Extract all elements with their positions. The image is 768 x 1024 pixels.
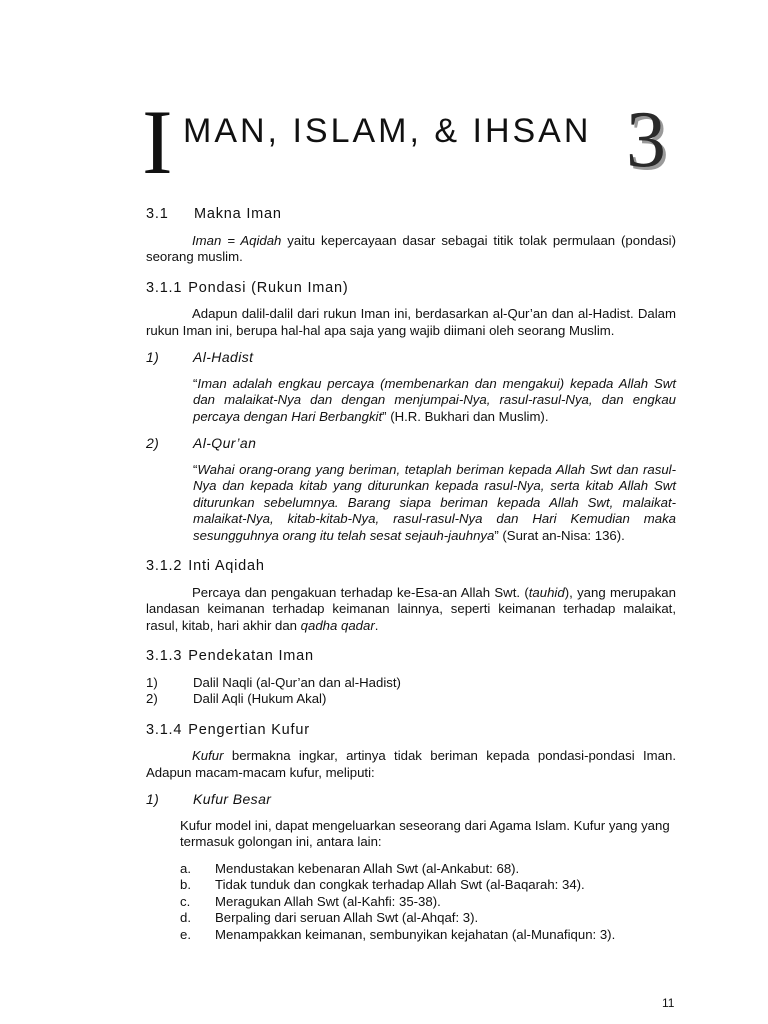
section-heading-3-1-4 (146, 722, 676, 739)
section-heading-3-1-2 (146, 558, 676, 575)
paragraph-pondasi: Adapun dalil-dalil dari rukun Iman ini, berdasarkan al-Qur’an dan al-Hadist. Dalam rukun Iman ini, berupa hal-hal apa saja yang wajib diimani oleh seorang Muslim. (146, 306, 676, 338)
list-item: d. Berpaling dari seruan Allah Swt (al-Ahqaf: 3). (180, 910, 479, 925)
quote-quran: “Wahai orang-orang yang beriman, tetaplah beriman kepada Allah Swt dan rasul-Nya dan kepada kitab yang diturunkan kepada rasul-Nya, serta kitab Allah Swt diturunkan sebelumnya. Barang siapa beriman kepada Allah Swt, malaikat-malaikat-Nya, kitab-kitab-Nya, rasul-rasul-Nya dan Hari Kemudian maka sesungguhnya orang itu telah sesat sejauh-jauhnya” (Surat an-Nisa: 136). (193, 461, 676, 543)
section-title: Makna Iman (194, 206, 282, 222)
list-item-al-quran: 2) Al-Qur’an (146, 435, 257, 451)
list-item: b. Tidak tunduk dan congkak terhadap Allah Swt (al-Baqarah: 34). (180, 877, 585, 892)
paragraph-kufur-besar: Kufur model ini, dapat mengeluarkan seseorang dari Agama Islam. Kufur yang yang termasuk golongan ini, antara lain: (180, 817, 670, 849)
section-title: Pondasi (Rukun Iman) (188, 279, 349, 296)
chapter-title-initial: I (142, 91, 173, 193)
paragraph-kufur: Kufur bermakna ingkar, artinya tidak beriman kepada pondasi-pondasi Iman. Adapun macam-macam kufur, meliputi: (146, 748, 676, 780)
list-item: c. Meragukan Allah Swt (al-Kahfi: 35-38). (180, 893, 441, 909)
list-item-al-hadist: 1) Al-Hadist (146, 349, 254, 365)
section-heading-3-1-1 (146, 280, 676, 297)
section-title: Pendekatan Iman (188, 648, 314, 664)
paragraph-makna-iman: Iman = Aqidah yaitu kepercayaan dasar sebagai titik tolak permulaan (pondasi) seorang muslim. (146, 232, 677, 264)
list-item: 1) Dalil Naqli (al-Qur’an dan al-Hadist) (146, 674, 401, 690)
page-content (146, 206, 676, 943)
quote-hadist: “Iman adalah engkau percaya (membenarkan dan mengakui) kepada Allah Swt dan malaikat-Nya dan dengan menjumpai-Nya, rasul-rasul-Nya, dan engkau percaya dengan Hari Berbangkit” (H.R. Bukhari dan Muslim). (193, 375, 676, 424)
section-number: 3.1.2 (146, 558, 183, 574)
section-heading-3-1-3 (146, 648, 676, 665)
section-title: Pengertian Kufur (188, 721, 310, 738)
section-number: 3.1.4 (146, 721, 183, 738)
page-number: 11 (662, 996, 675, 1010)
chapter-title: MAN, ISLAM, & IHSAN (183, 112, 592, 150)
list-item: a. Mendustakan kebenaran Allah Swt (al-Ankabut: 68). (180, 860, 520, 876)
paragraph-inti-aqidah: Percaya dan pengakuan terhadap ke-Esa-an Allah Swt. (tauhid), yang merupakan landasan keimanan terhadap keimanan lainnya, seperti keimanan terhadap malaikat, rasul, kitab, hari akhir dan qadha qadar. (146, 584, 676, 633)
italic-term: Iman = Aqidah (192, 232, 282, 248)
section-heading-3-1 (146, 206, 676, 223)
section-number: 3.1.1 (146, 279, 183, 296)
section-number: 3.1 (146, 206, 169, 222)
list-item: e. Menampakkan keimanan, sembunyikan kejahatan (al-Munafiqun: 3). (180, 926, 616, 942)
chapter-number: 3 (626, 96, 666, 184)
list-item-kufur-besar: 1) Kufur Besar (146, 791, 272, 807)
list-item: 2) Dalil Aqli (Hukum Akal) (146, 691, 327, 706)
section-number: 3.1.3 (146, 648, 183, 664)
section-title: Inti Aqidah (188, 558, 265, 574)
